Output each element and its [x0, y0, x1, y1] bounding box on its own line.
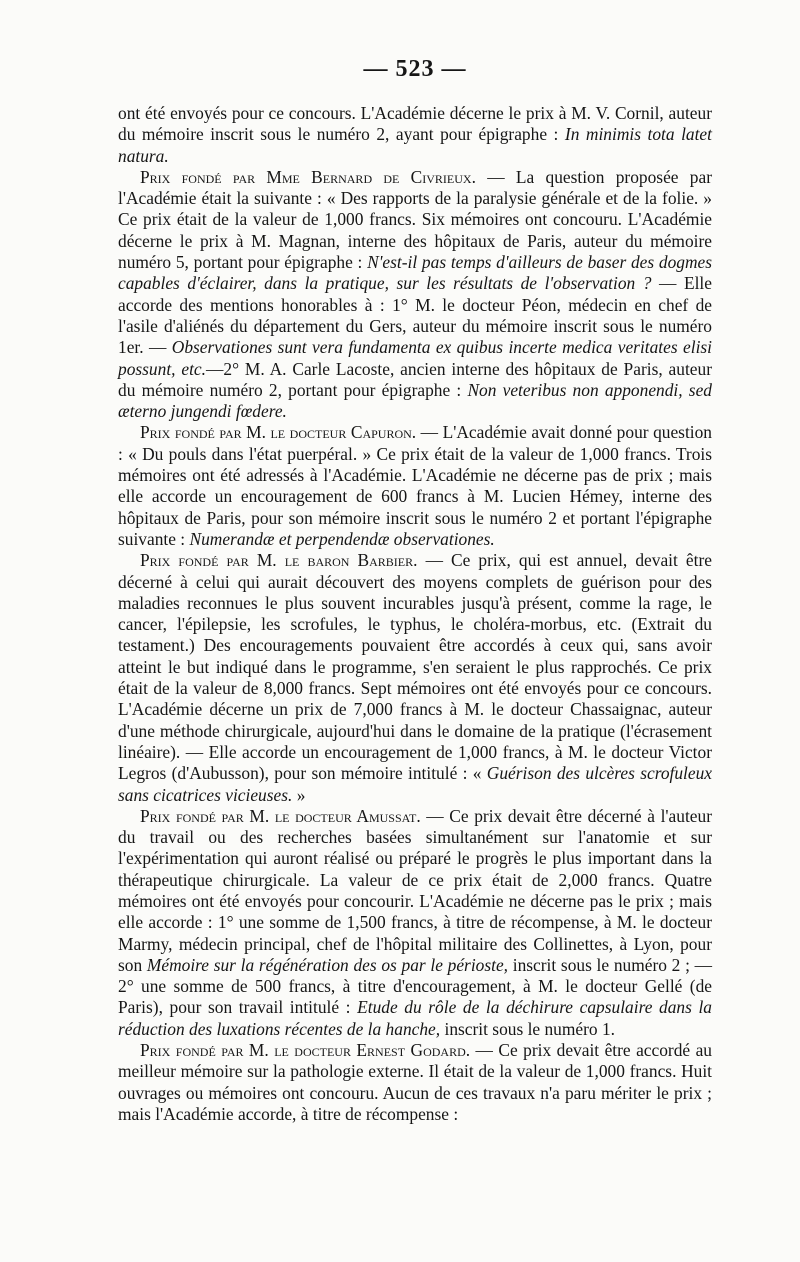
- prize-heading: Prix fondé par M. le docteur Capuron.: [140, 422, 417, 443]
- prize-heading: Prix fondé par M. le baron Barbier.: [140, 550, 418, 571]
- italic-text: N'est-il pas temps d'ailleurs de baser des dogmes capables d'éclairer, dans la pratique, sur les résultats de l'observation ?: [118, 252, 713, 294]
- text-segment: — Ce prix, qui est annuel, devait être décerné à celui qui aurait découvert des moyens complets de guérison pour des maladies reconnues le plus souvent incurables jusqu'à présent, comme la rage, le cancer, l'épilepsie, les scrofules, le typhus, le choléra-morbus, etc. (Extrait du testament.) Des encouragements pouvaient être accordés à ceux qui, sans avoir atteint le but indiqué dans le programme, s'en seraient le plus rapprochés. Ce prix était de la valeur de 8,000 francs. Sept mémoires ont été envoyés pour ce concours. L'Académie décerne un prix de 7,000 francs à M. le docteur Chassaignac, auteur d'une méthode chirurgicale, aujourd'hui dans le domaine de la pratique (l'écrasement linéaire). — Elle accorde un encouragement de 1,000 francs, à M. le docteur Victor Legros (d'Aubusson), pour son mémoire intitulé : «: [118, 550, 712, 784]
- italic-text: Mémoire sur la régénération des os par le périoste,: [146, 954, 509, 975]
- prize-heading: Prix fondé par Mme Bernard de Civrieux.: [140, 166, 476, 187]
- text-segment: — Ce prix devait être décerné à l'auteur du travail ou des recherches basées simultanément sur l'anatomie et sur l'expérimentation qui auront réalisé ou préparé le progrès le plus important dans la thérapeutique chirurgicale. La valeur de ce prix était de 2,000 francs. Quatre mémoires ont été envoyés pour concourir. L'Académie ne décerne pas le prix ; mais elle accorde : 1° une somme de 1,500 francs, à titre de récompense, à M. le docteur Marmy, médecin principal, chef de l'hôpital militaire des Collinettes, à Lyon, pour son: [118, 805, 712, 975]
- italic-text: In minimis tota latet natura.: [118, 124, 712, 166]
- paragraph: [118, 167, 712, 423]
- italic-text: Non veteribus non apponendi, sed æterno jungendi fœdere.: [118, 379, 712, 422]
- page-number: — 523 —: [363, 56, 467, 82]
- paragraph: [118, 550, 712, 806]
- italic-text: Observationes sunt vera fundamenta ex quibus incerte medica veritates elisi possunt, etc.: [118, 337, 712, 379]
- paragraph: [118, 806, 712, 1040]
- prize-heading: Prix fondé par M. le docteur Amussat.: [140, 805, 421, 826]
- text-segment: »: [292, 784, 306, 805]
- text-segment: inscrit sous le numéro 1.: [440, 1018, 615, 1039]
- text-segment: — La question proposée par l'Académie était la suivante : « Des rapports de la paralysie générale et de la folie. » Ce prix était de la valeur de 1,000 francs. Six mémoires ont concouru. L'Académie décerne le prix à M. Magnan, interne des hôpitaux de Paris, auteur du mémoire numéro 5, portant pour épigraphe :: [118, 166, 712, 273]
- text-segment: — Ce prix devait être accordé au meilleur mémoire sur la pathologie externe. Il était de la valeur de 1,000 francs. Huit ouvrages ou mémoires ont concouru. Aucun de ces travaux n'a paru mériter le prix ; mais l'Académie accorde, à titre de récompense :: [118, 1040, 712, 1124]
- italic-text: Numerandæ et perpendendæ observationes.: [189, 528, 495, 549]
- italic-text: Etude du rôle de la déchirure capsulaire dans la réduction des luxations récentes de la hanche,: [118, 997, 713, 1039]
- text-segment: —2° M. A. Carle Lacoste, ancien interne des hôpitaux de Paris, auteur du mémoire numéro 2, portant pour épigraphe :: [118, 358, 712, 400]
- prize-heading: Prix fondé par M. le docteur Ernest Godard.: [140, 1040, 471, 1061]
- text-segment: ont été envoyés pour ce concours. L'Académie décerne le prix à M. V. Cornil, auteur du mémoire inscrit sous le numéro 2, ayant pour épigraphe :: [118, 103, 712, 145]
- paragraph: [118, 422, 712, 550]
- paragraph: [118, 1040, 712, 1125]
- italic-text: Guérison des ulcères scrofuleux sans cicatrices vicieuses.: [118, 763, 713, 805]
- text-segment: inscrit sous le numéro 2 ; — 2° une somme de 500 francs, à titre d'encouragement, à M. le docteur Gellé (de Paris), pour son travail intitulé :: [118, 954, 712, 1018]
- text-segment: — Elle accorde des mentions honorables à : 1° M. le docteur Péon, médecin en chef de l'asile d'aliénés du département du Gers, auteur du mémoire inscrit sous le numéro 1er. —: [118, 273, 712, 358]
- paragraph: [118, 103, 712, 167]
- body-text: [118, 103, 712, 1125]
- text-segment: — L'Académie avait donné pour question : « Du pouls dans l'état puerpéral. » Ce prix était de la valeur de 1,000 francs. Trois mémoires ont été adressés à l'Académie. L'Académie ne décerne pas de prix ; mais elle accorde un encouragement de 600 francs à M. Lucien Hémey, interne des hôpitaux de Paris, pour son mémoire inscrit sous le numéro 2 et portant l'épigraphe suivante :: [118, 422, 713, 549]
